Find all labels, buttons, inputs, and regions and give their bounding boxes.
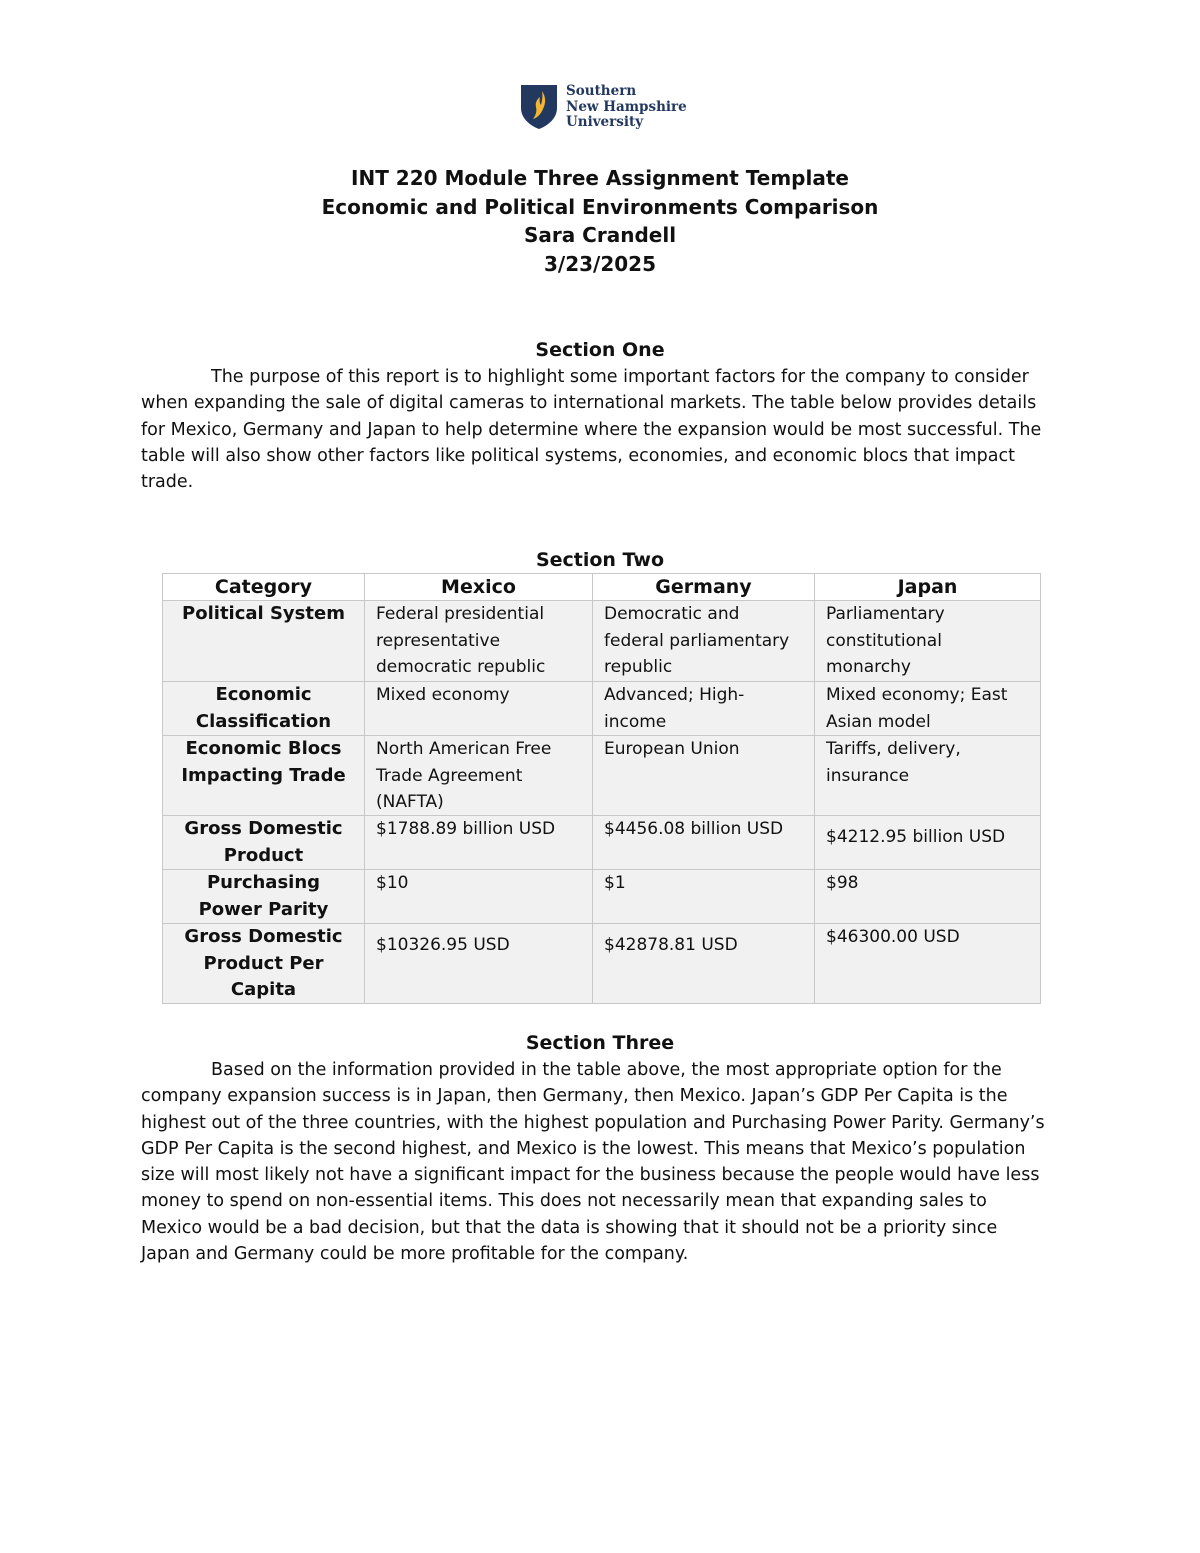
cell-japan: $98: [815, 870, 1041, 924]
cell-japan: $46300.00 USD: [815, 924, 1041, 1004]
cell-germany: $1: [593, 870, 815, 924]
document-title: INT 220 Module Three Assignment Template: [351, 166, 849, 190]
column-header: Germany: [593, 574, 815, 601]
column-header: Category: [163, 574, 365, 601]
column-header: Japan: [815, 574, 1041, 601]
cell-germany: $4456.08 billion USD: [593, 816, 815, 870]
table-row: [163, 870, 1041, 924]
cell-japan-value: $4212.95 billion USD: [826, 827, 1006, 848]
cell-germany: European Union: [593, 736, 815, 816]
cell-germany: Advanced; High-income: [593, 682, 815, 736]
document-header: [0, 164, 1200, 278]
cell-mexico: Mixed economy: [365, 682, 593, 736]
section-three-heading: Section Three: [525, 1032, 675, 1054]
column-header: Mexico: [365, 574, 593, 601]
table-row: [163, 816, 1041, 870]
cell-japan: Mixed economy; East Asian model: [815, 682, 1041, 736]
row-category: Gross Domestic Product: [163, 816, 365, 870]
cell-mexico: North American Free Trade Agreement (NAFTA): [365, 736, 593, 816]
shield-flame-icon: [520, 84, 558, 130]
cell-germany-value: $42878.81 USD: [604, 935, 738, 956]
cell-japan: Parliamentary constitutional monarchy: [815, 601, 1041, 682]
row-category: Economic Blocs Impacting Trade: [163, 736, 365, 816]
logo-line: University: [566, 114, 644, 130]
table-header-row: [163, 574, 1041, 601]
row-category: Gross Domestic Product Per Capita: [163, 924, 365, 1004]
cell-japan: [815, 816, 1041, 870]
cell-mexico-value: $10326.95 USD: [376, 935, 510, 956]
cell-mexico: Federal presidential representative democratic republic: [365, 601, 593, 682]
cell-germany: Democratic and federal parliamentary republic: [593, 601, 815, 682]
comparison-table: [162, 573, 1041, 1004]
row-category: Economic Classification: [163, 682, 365, 736]
section-one-heading: Section One: [535, 339, 665, 361]
row-category: Political System: [163, 601, 365, 682]
section-two-heading: Section Two: [535, 549, 665, 571]
section-three-paragraph: Based on the information provided in the table above, the most appropriate option for the company expansion success is in Japan, then Germany, then Mexico. Japan’s GDP Per Capita is the highest out of the three countries, with the highest population and Purchasing Power Parity. Germany’s GDP Per Capita is the second highest, and Mexico is the lowest. This means that Mexico’s population size will most likely not have a significant impact for the business because the people would have less money to spend on non-essential items. This does not necessarily mean that expanding sales to Mexico would be a bad decision, but that the data is showing that it should not be a priority since Japan and Germany could be more profitable for the company.: [141, 1060, 1045, 1265]
logo-line: Southern: [566, 83, 637, 99]
document-subtitle: Economic and Political Environments Comparison: [321, 194, 879, 219]
logo-wordmark: [566, 84, 687, 131]
table-row: [163, 924, 1041, 1004]
cell-germany: [593, 924, 815, 1004]
table-row: [163, 736, 1041, 816]
cell-mexico: [365, 924, 593, 1004]
author-name: Sara Crandell: [523, 223, 677, 247]
cell-mexico: $10: [365, 870, 593, 924]
row-category: Purchasing Power Parity: [163, 870, 365, 924]
table-row: [163, 601, 1041, 682]
cell-mexico: $1788.89 billion USD: [365, 816, 593, 870]
university-logo: [520, 84, 687, 131]
logo-line: New Hampshire: [566, 98, 687, 115]
document-date: 3/23/2025: [543, 251, 657, 276]
table-row: [163, 682, 1041, 736]
section-one-paragraph: The purpose of this report is to highlight some important factors for the company to consider when expanding the sale of digital cameras to international markets. The table below provides details for Mexico, Germany and Japan to help determine where the expansion would be most successful. The table will also show other factors like political systems, economies, and economic blocs that impact trade.: [141, 367, 1042, 493]
cell-japan: Tariffs, delivery, insurance: [815, 736, 1041, 816]
